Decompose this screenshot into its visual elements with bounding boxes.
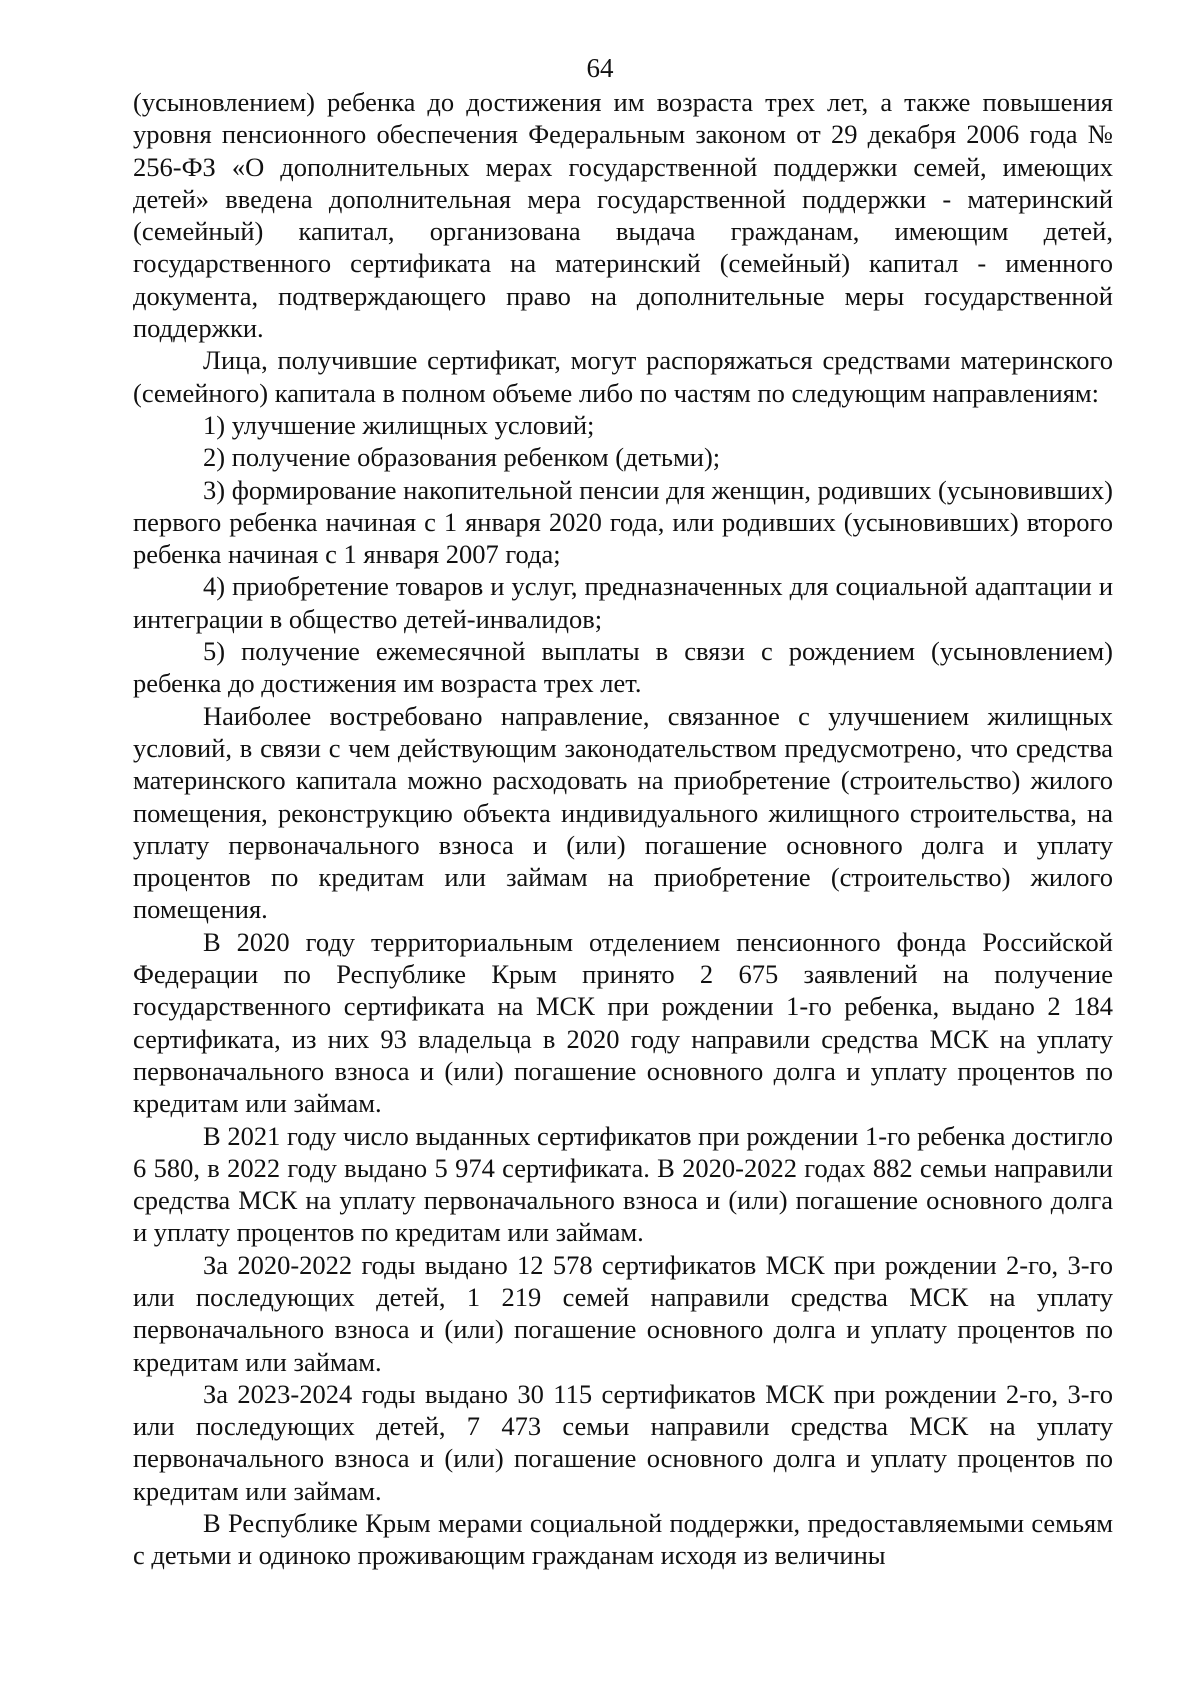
list-item-disabled-children: 4) приобретение товаров и услуг, предназначенных для социальной адаптации и интеграции в общество детей-инвалидов; <box>133 571 1113 634</box>
paragraph-2020-statistics: В 2020 году территориальным отделением пенсионного фонда Российской Федерации по Республике Крым принято 2 675 заявлений на получение государственного сертификата на МСК при рождении 1-го ребенка, выдано 2 184 сертификата, из них 93 владельца в 2020 году направили средства МСК на уплату первоначального взноса и (или) погашение основного долга и уплату процентов по кредитам или займам. <box>133 926 1113 1119</box>
paragraph-housing-demand: Наиболее востребовано направление, связанное с улучшением жилищных условий, в связи с чем действующим законодательством предусмотрено, что средства материнского капитала можно расходовать на приобретение (строительство) жилого помещения, реконструкцию объекта индивидуального жилищного строительства, на уплату первоначального взноса и (или) погашение основного долга и уплату процентов по кредитам или займам на приобретение (строительство) жилого помещения. <box>133 700 1113 925</box>
list-item-pension: 3) формирование накопительной пенсии для женщин, родивших (усыновивших) первого ребенка начиная с 1 января 2020 года, или родивших (усыновивших) второго ребенка начиная с 1 января 2007 года; <box>133 474 1113 570</box>
document-body <box>133 86 1113 1572</box>
paragraph-social-support: В Республике Крым мерами социальной поддержки, предоставляемыми семьям с детьми и одиноко проживающим гражданам исходя из величины <box>133 1508 1113 1571</box>
paragraph-continuation: (усыновлением) ребенка до достижения им возраста трех лет, а также повышения уровня пенсионного обеспечения Федеральным законом от 29 декабря 2006 года № 256-ФЗ «О дополнительных мерах государственной поддержки семей, имеющих детей» введена дополнительная мера государственной поддержки - материнский (семейный) капитал, организована выдача гражданам, имеющим детей, государственного сертификата на материнский (семейный) капитал - именного документа, подтверждающего право на дополнительные меры государственной поддержки. <box>133 87 1113 344</box>
page-number: 64 <box>586 53 614 83</box>
list-item-education: 2) получение образования ребенком (детьми); <box>203 442 721 473</box>
paragraph-2023-2024-statistics: За 2023-2024 годы выдано 30 115 сертификатов МСК при рождении 2-го, 3-го или последующих детей, 7 473 семьи направили средства МСК на уплату первоначального взноса и (или) погашение основного долга и уплату процентов по кредитам или займам. <box>133 1378 1113 1506</box>
paragraph-2020-2022-second-child: За 2020-2022 годы выдано 12 578 сертификатов МСК при рождении 2-го, 3-го или последующих детей, 1 219 семей направили средства МСК на уплату первоначального взноса и (или) погашение основного долга и уплату процентов по кредитам или займам. <box>133 1249 1113 1377</box>
list-item-monthly-payment: 5) получение ежемесячной выплаты в связи с рождением (усыновлением) ребенка до достижения им возраста трех лет. <box>133 636 1113 699</box>
list-item-housing: 1) улучшение жилищных условий; <box>203 409 595 440</box>
paragraph-certificate-usage: Лица, получившие сертификат, могут распоряжаться средствами материнского (семейного) капитала в полном объеме либо по частям по следующим направлениям: <box>133 345 1113 408</box>
paragraph-2021-2022-statistics: В 2021 году число выданных сертификатов при рождении 1-го ребенка достигло 6 580, в 2022 году выдано 5 974 сертификата. В 2020-2022 годах 882 семьи направили средства МСК на уплату первоначального взноса и (или) погашение основного долга и уплату процентов по кредитам или займам. <box>133 1120 1113 1248</box>
